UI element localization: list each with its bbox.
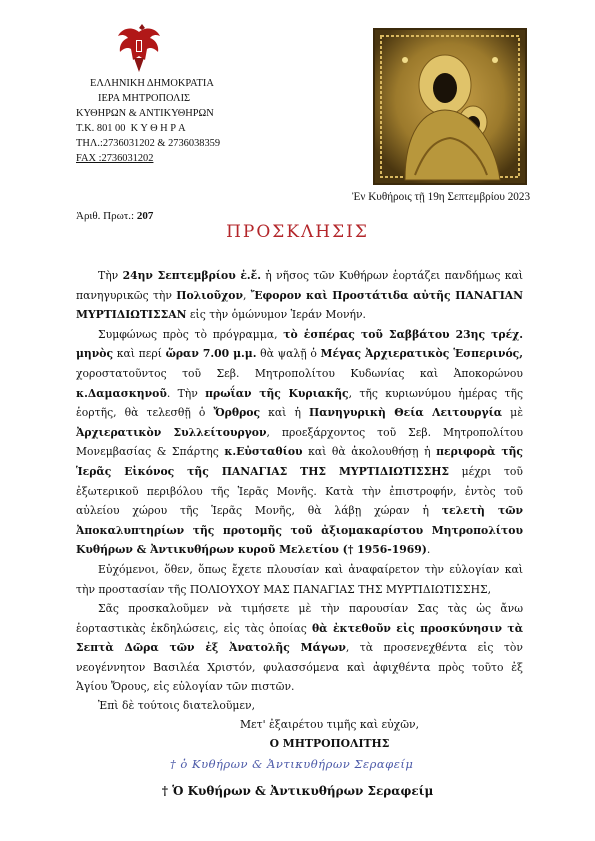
paragraph: Τὴν 24ην Σεπτεμβρίου ἐ.ἔ. ἡ νῆσος τῶν Κυθήρων ἑορτάζει πανδήμως καὶ πανηγυρικῶς τὴν Πολιοῦχον, Ἔφορον καὶ Προστάτιδα αὐτῆς ΠΑΝΑΓΙΑΝ ΜΥΡΤΙΔΙΩΤΙΣΣΑΝ εἰς τὴν ὁμώνυμον Ἱεράν Μονήν. <box>76 269 523 322</box>
invitation-body <box>76 266 523 697</box>
paragraph: Σᾶς προσκαλοῦμεν νὰ τιμήσετε μὲ τὴν παρουσίαν Σας τὰς ὡς ἄνω ἑορταστικὰς ἐκδηλώσεις, εἰς τὰς ὁποίας θὰ ἐκτεθοῦν εἰς προσκύνησιν τὰ Σεπτὰ Δῶρα τῶν ἐξ Ἀνατολῆς Μάγων, τὰ προσενεχθέντα εἰς τὸν νεογέννητον Βασιλέα Χριστόν, φυλασσόμενα καὶ ἀφιχθέντα πρὸς τοῦτο ἐξ Ἁγίου Ὄρους, εἰς εὐλογίαν τῶν πιστῶν. <box>76 602 523 694</box>
document-title: ΠΡΟΣΚΛΗΣΙΣ <box>226 222 369 242</box>
header-line: ΚΥΘΗΡΩΝ & ΑΝΤΙΚΥΘΗΡΩΝ <box>76 108 214 119</box>
protocol-number <box>76 210 153 222</box>
paragraph: Συμφώνως πρὸς τὸ πρόγραμμα, τὸ ἑσπέρας τοῦ Σαββάτου 23ης τρέχ. μηνὸς καὶ περί ὥραν 7.00 μ.μ. θὰ ψαλῇ ὁ Μέγας Ἀρχιερατικὸς Ἑσπερινός, χοροστατοῦντος τοῦ Σεβ. Μητροπολίτου Κυδωνίας καὶ Ἀποκορώνου κ.Δαμασκηνοῦ. Τὴν πρωΐαν τῆς Κυριακῆς, τῆς κυριωνύμου ἡμέρας τῆς ἑορτῆς, θὰ τελεσθῇ ὁ Ὄρθρος καὶ ἡ Πανηγυρικὴ Θεία Λειτουργία μὲ Ἀρχιερατικὸν Συλλείτουργον, προεξάρχοντος τοῦ Σεβ. Μητροπολίτου Μονεμβασίας & Σπάρτης κ.Εὐσταθίου καὶ θὰ ἀκολουθήσῃ ἡ περιφορὰ τῆς Ἱερᾶς Εἰκόνος τῆς ΠΑΝΑΓΙΑΣ ΤΗΣ ΜΥΡΤΙΔΙΩΤΙΣΣΗΣ μέχρι τοῦ ἐξωτερικοῦ περιβόλου τῆς Ἱερᾶς Μονῆς. Κατὰ τὴν ἐπιστροφήν, ἐντὸς τοῦ αὐλείου χώρου τῆς Ἱερᾶς Μονῆς, θὰ λάβῃ χώραν ἡ τελετὴ τῶν Ἀποκαλυπτηρίων τῆς προτομῆς τοῦ ἀξιομακαρίστου Μητροπολίτου Κυθήρων & Ἀντικυθήρων κυροῦ Μελετίου († 1956-1969). <box>76 327 524 557</box>
header-line: ΤΗΛ.:2736031202 & 2736038359 <box>76 138 221 149</box>
header-line: FAX :2736031202 <box>76 153 154 164</box>
document-date: Ἐν Κυθήροις τῇ 19η Σεπτεμβρίου 2023 <box>352 191 531 203</box>
closing-block <box>76 696 523 753</box>
header-line: ΕΛΛΗΝΙΚΗ ΔΗΜΟΚΡΑΤΙΑ <box>90 78 214 89</box>
holy-icon-image <box>373 28 527 185</box>
handwritten-signature: † ὁ Κυθήρων & Ἀντικυθήρων Σεραφείμ <box>170 757 414 771</box>
header-line: ΙΕΡΑ ΜΗΤΡΟΠΟΛΙΣ <box>98 93 191 104</box>
protocol-value: 207 <box>136 210 154 222</box>
signer-title: Ο ΜΗΤΡΟΠΟΛΙΤΗΣ <box>269 737 390 750</box>
protocol-label: Ἀριθ. Πρωτ.: <box>76 210 135 222</box>
header-line: Τ.Κ. 801 00 Κ Υ Θ Η Ρ Α <box>76 123 186 134</box>
signer-name: † Ὁ Κυθήρων & Ἀντικυθήρων Σεραφείμ <box>161 784 434 798</box>
letterhead <box>76 76 220 166</box>
double-headed-eagle-emblem <box>114 22 164 76</box>
closing-line: Ἐπὶ δὲ τούτοις διατελοῦμεν, <box>98 699 256 712</box>
paragraph: Εὐχόμενοι, ὅθεν, ὅπως ἔχετε πλουσίαν καὶ ἀναφαίρετον τὴν εὐλογίαν καὶ τὴν προστασίαν τῆς ΠΟΛΙΟΥΧΟΥ ΜΑΣ ΠΑΝΑΓΙΑΣ ΤΗΣ ΜΥΡΤΙΔΙΩΤΙΣΣΗΣ, <box>76 562 523 596</box>
closing-line: Μετ' ἐξαιρέτου τιμῆς καὶ εὐχῶν, <box>239 718 420 731</box>
